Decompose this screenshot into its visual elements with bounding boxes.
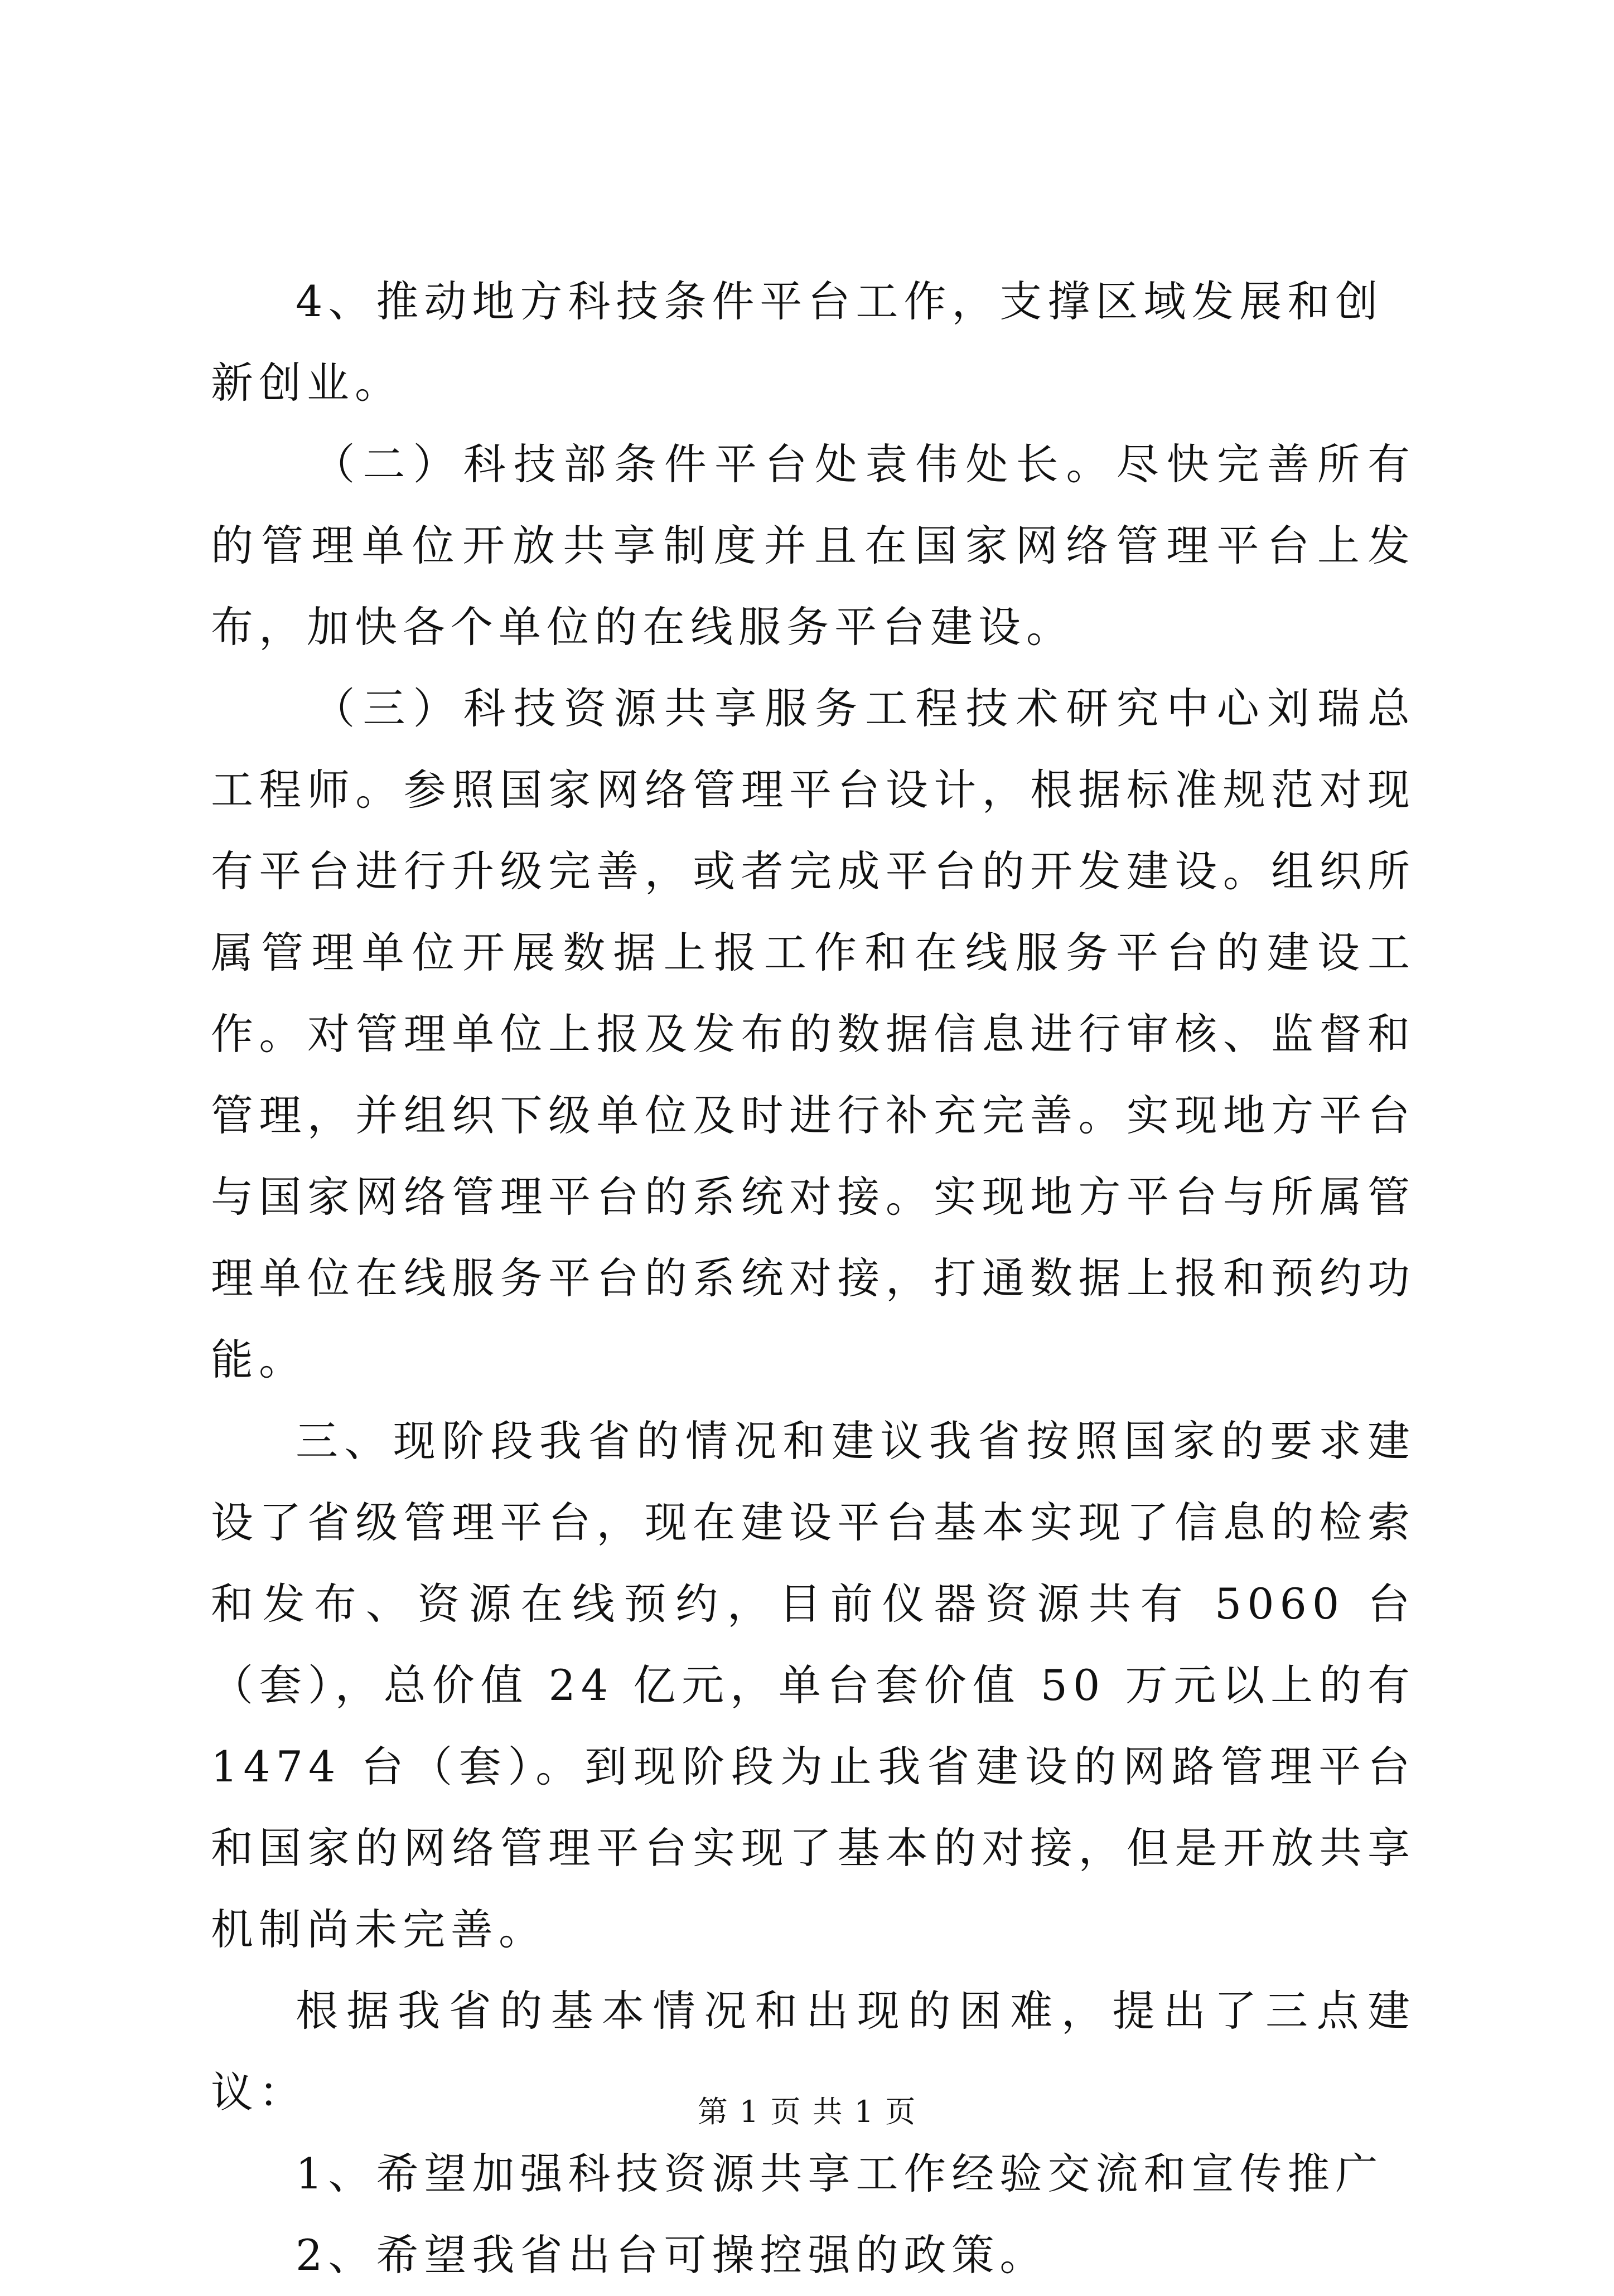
paragraph-section-2: （二）科技部条件平台处袁伟处长。尽快完善所有的管理单位开放共享制度并且在国家网络管理平台上发布，加快各个单位的在线服务平台建设。 xyxy=(211,439,1415,652)
paragraph-suggestions-intro: 根据我省的基本情况和出现的困难，提出了三点建议： xyxy=(211,1986,1415,2117)
paragraph-part-3: 三、现阶段我省的情况和建议我省按照国家的要求建设了省级管理平台，现在建设平台基本实现了信息的检索和发布、资源在线预约，目前仪器资源共有 5060 台（套），总价值 24 亿元，单台套价值 50 万元以上的有 1474 台（套）。到现阶段为止我省建设的网路管理平台和国家的网络管理平台实现了基本的对接，但是开放共享机制尚未完善。 xyxy=(211,1416,1415,1954)
page-footer: 第 1 页 共 1 页 xyxy=(697,2094,917,2129)
suggestion-item-1: 1、希望加强科技资源共享工作经验交流和宣传推广 xyxy=(296,2149,1384,2198)
paragraph-section-3: （三）科技资源共享服务工程技术研究中心刘瑞总工程师。参照国家网络管理平台设计，根据标准规范对现有平台进行升级完善，或者完成平台的开发建设。组织所属管理单位开展数据上报工作和在线服务平台的建设工作。对管理单位上报及发布的数据信息进行审核、监督和管理，并组织下级单位及时进行补充完善。实现地方平台与国家网络管理平台的系统对接。实现地方平台与所属管理单位在线服务平台的系统对接，打通数据上报和预约功能。 xyxy=(211,684,1415,1384)
document-body xyxy=(211,261,1415,2296)
suggestion-item-2: 2、希望我省出台可操控强的政策。 xyxy=(296,2230,1048,2280)
paragraph-item-4: 4、推动地方科技条件平台工作，支撑区域发展和创新创业。 xyxy=(211,277,1384,408)
